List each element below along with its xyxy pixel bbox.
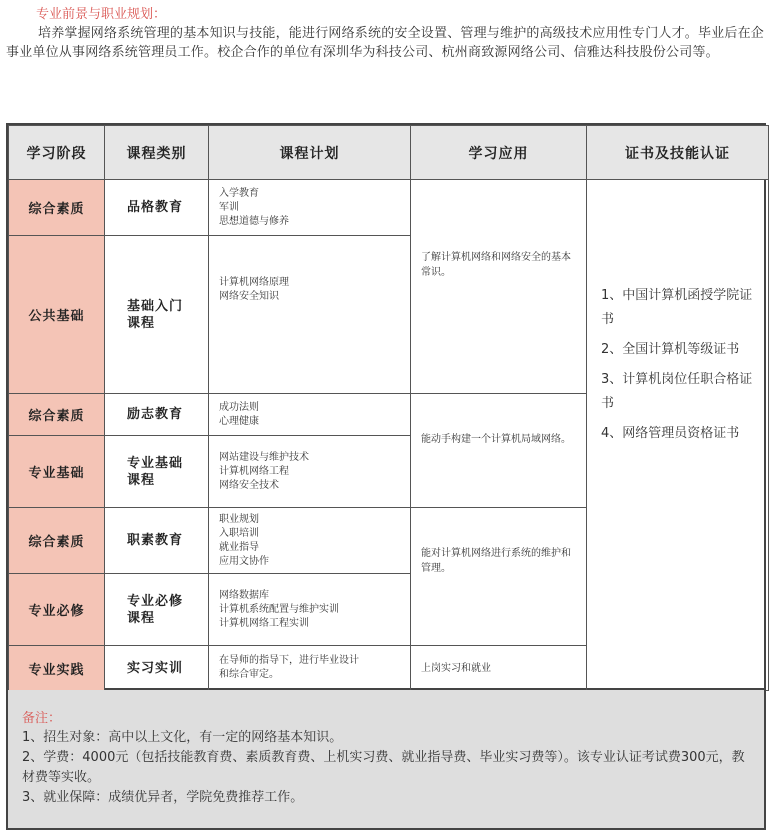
header-certificate: 证书及技能认证	[587, 126, 769, 180]
plan-item: 心理健康	[219, 415, 259, 427]
notes-title: 备注：	[22, 711, 62, 726]
certificate-cell	[587, 180, 769, 691]
application-cell: 了解计算机网络和网络安全的基本常识。	[411, 180, 587, 394]
plan-item: 计算机系统配置与维护实训	[219, 603, 339, 615]
notes-item: 2、学费：4000元（包括技能教育费、素质教育费、上机实习费、就业指导费、毕业实习费等）。该专业认证考试费300元，教材费等实收。	[22, 750, 745, 785]
plan-item: 网站建设与维护技术	[219, 451, 309, 463]
plan-item: 网络安全技术	[219, 479, 279, 491]
plan-item: 思想道德与修养	[219, 215, 289, 227]
application-cell: 上岗实习和就业	[411, 646, 587, 691]
category-cell: 专业基础课程	[105, 436, 209, 508]
plan-cell	[209, 436, 411, 508]
stage-cell: 综合素质	[9, 180, 105, 236]
category-cell: 励志教育	[105, 394, 209, 436]
plan-item: 应用文协作	[219, 555, 269, 567]
table-header-row	[9, 126, 769, 180]
plan-item: 计算机网络工程	[219, 465, 289, 477]
plan-cell	[209, 236, 411, 394]
curriculum-table	[6, 123, 766, 690]
stage-cell: 专业必修	[9, 574, 105, 646]
category-cell: 职素教育	[105, 508, 209, 574]
certificate-item: 2、全国计算机等级证书	[601, 342, 740, 357]
intro-title: 专业前景与职业规划：	[36, 7, 167, 22]
category-cell: 基础入门课程	[105, 236, 209, 394]
plan-item: 计算机网络原理	[219, 277, 289, 288]
header-application: 学习应用	[411, 126, 587, 180]
plan-cell	[209, 508, 411, 574]
stage-cell: 专业基础	[9, 436, 105, 508]
table-row	[9, 180, 769, 236]
plan-item: 和综合审定。	[219, 669, 279, 680]
plan-item: 计算机网络工程实训	[219, 617, 309, 629]
plan-item: 成功法则	[219, 401, 259, 413]
plan-item: 职业规划	[219, 513, 259, 525]
plan-cell	[209, 574, 411, 646]
stage-cell: 公共基础	[9, 236, 105, 394]
stage-cell: 综合素质	[9, 508, 105, 574]
category-cell: 专业必修课程	[105, 574, 209, 646]
plan-item: 在导师的指导下，进行毕业设计	[219, 655, 359, 666]
notes-section	[6, 690, 766, 830]
plan-cell	[209, 646, 411, 691]
header-category: 课程类别	[105, 126, 209, 180]
application-cell: 能对计算机网络进行系统的维护和管理。	[411, 508, 587, 646]
stage-cell: 专业实践	[9, 646, 105, 691]
certificate-item: 4、网络管理员资格证书	[601, 426, 740, 441]
application-cell: 能动手构建一个计算机局域网络。	[411, 394, 587, 508]
header-stage: 学习阶段	[9, 126, 105, 180]
category-cell: 实习实训	[105, 646, 209, 691]
plan-item: 入职培训	[219, 527, 259, 539]
intro-body: 培养掌握网络系统管理的基本知识与技能，能进行网络系统的安全设置、管理与维护的高级技术应用性专门人才。毕业后在企事业单位从事网络系统管理员工作。校企合作的单位有深圳华为科技公司、杭州商致源网络公司、信雅达科技股份公司等。	[6, 26, 765, 60]
plan-item: 网络安全知识	[219, 291, 279, 302]
plan-item: 军训	[219, 201, 239, 213]
header-plan: 课程计划	[209, 126, 411, 180]
plan-cell	[209, 394, 411, 436]
certificate-item: 1、中国计算机函授学院证书	[601, 288, 753, 327]
stage-cell: 综合素质	[9, 394, 105, 436]
plan-item: 就业指导	[219, 541, 259, 553]
notes-item: 3、就业保障：成绩优异者，学院免费推荐工作。	[22, 790, 304, 805]
intro-section	[6, 6, 766, 62]
plan-cell	[209, 180, 411, 236]
plan-item: 入学教育	[219, 187, 259, 199]
category-cell: 品格教育	[105, 180, 209, 236]
notes-item: 1、招生对象：高中以上文化，有一定的网络基本知识。	[22, 730, 343, 745]
plan-item: 网络数据库	[219, 589, 269, 601]
certificate-item: 3、计算机岗位任职合格证书	[601, 372, 753, 411]
